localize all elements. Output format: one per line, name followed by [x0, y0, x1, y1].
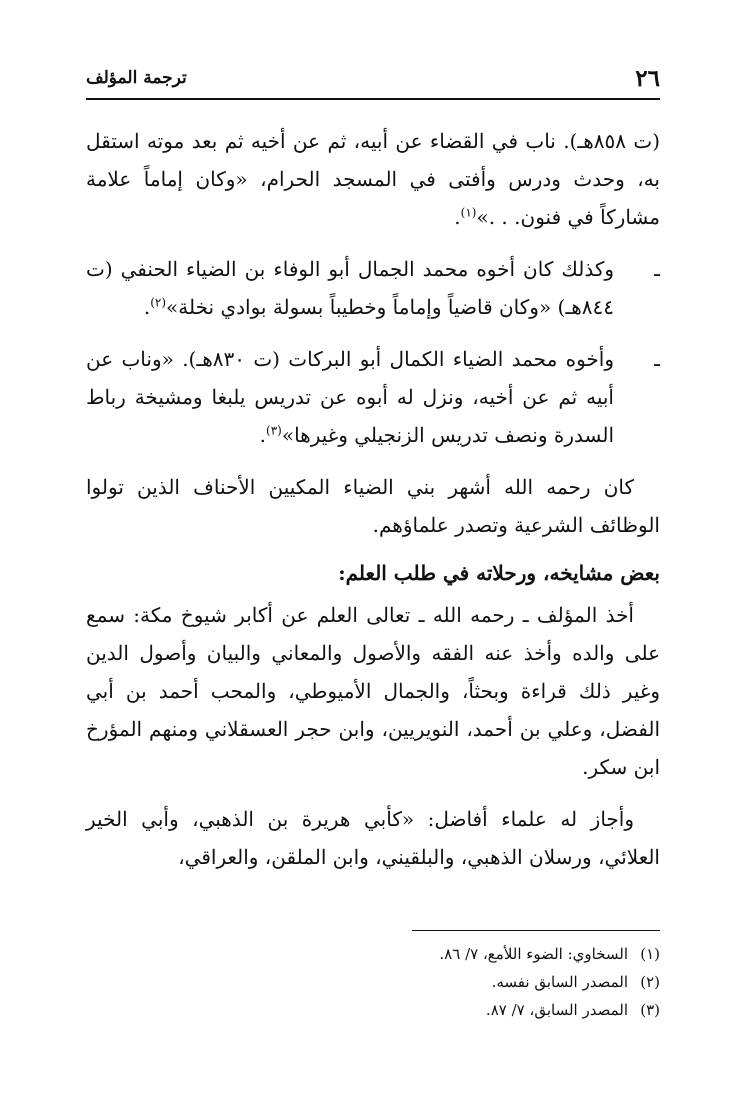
list-item-text — [86, 250, 614, 326]
footnote-ref-1: (١) — [460, 205, 477, 220]
footnote-rule — [412, 930, 660, 931]
bullet-2-text: وأخوه محمد الضياء الكمال أبو البركات (ت ٨٣٠هـ). «وناب عن أبيه ثم عن أخيه، ونزل له أبوه عن تدريس يلبغا ومشيخة رباط السدرة ونصف تدريس الزنجيلي وغيرها» — [86, 347, 615, 447]
footnotes — [86, 940, 660, 1024]
bullet-2-end: . — [259, 423, 266, 447]
footnote-text: المصدر السابق، ٧/ ٨٧. — [485, 1001, 628, 1019]
footnote-ref-3: (٣) — [266, 423, 282, 438]
body-text — [86, 122, 660, 876]
header-rule — [86, 98, 660, 100]
bullet-1-end: . — [143, 295, 151, 319]
footnote — [86, 968, 660, 996]
footnote — [86, 996, 660, 1024]
paragraph-2: كان رحمه الله أشهر بني الضياء المكيين الأحناف الذين تولوا الوظائف الشرعية وتصدر علماؤهم. — [86, 475, 660, 537]
footnote-number: (٣) — [640, 1001, 660, 1019]
footnote-number: (٢) — [640, 973, 660, 991]
footnote — [86, 940, 660, 968]
paragraph-3: أخذ المؤلف ـ رحمه الله ـ تعالى العلم عن أكابر شيوخ مكة: سمع على والده وأخذ عنه الفقه والأصول والمعاني والبيان وأصول الدين وغير ذلك قراءة وبحثاً، والجمال الأميوطي، والمحب أحمد بن أبي الفضل، وعلي بن أحمد، النويريين، وابن حجر العسقلاني ومنهم المؤرخ ابن سكر. — [86, 603, 660, 779]
running-title: ترجمة المؤلف — [86, 68, 187, 88]
bullet-dash: ـ — [654, 347, 660, 371]
page-number: ٢٦ — [635, 64, 660, 92]
bullet-dash: ـ — [654, 257, 660, 281]
paragraph-1-end: . — [454, 205, 461, 229]
paragraph-1-text: (ت ٨٥٨هـ). ناب في القضاء عن أبيه، ثم عن أخيه ثم بعد موته استقل به، وحدث ودرس وأفتى في المسجد الحرام، «وكان إماماً علامة مشاركاً في فنون. . .» — [86, 129, 660, 229]
list-item — [86, 340, 660, 454]
bullet-1-text: وكذلك كان أخوه محمد الجمال أبو الوفاء بن الضياء الحنفي (ت ٨٤٤هـ) «وكان قاضياً وإماماً وخطيباً بسولة بوادي نخلة» — [86, 257, 614, 319]
footnote-text: المصدر السابق نفسه. — [491, 973, 628, 991]
footnote-ref-2: (٢) — [150, 295, 167, 310]
paragraph-1 — [86, 122, 660, 236]
section-heading: بعض مشايخه، ورحلاته في طلب العلم: — [338, 561, 660, 585]
list-item-text — [86, 340, 614, 454]
page-header — [86, 60, 660, 96]
paragraph-4: وأجاز له علماء أفاضل: «كأبي هريرة بن الذهبي، وأبي الخير العلائي، ورسلان الذهبي، والبلقيني، وابن الملقن، والعراقي، — [86, 807, 660, 869]
list-item — [86, 250, 660, 326]
footnote-text: السخاوي: الضوء اللأمع، ٧/ ٨٦. — [439, 945, 628, 963]
footnote-number: (١) — [640, 945, 660, 963]
